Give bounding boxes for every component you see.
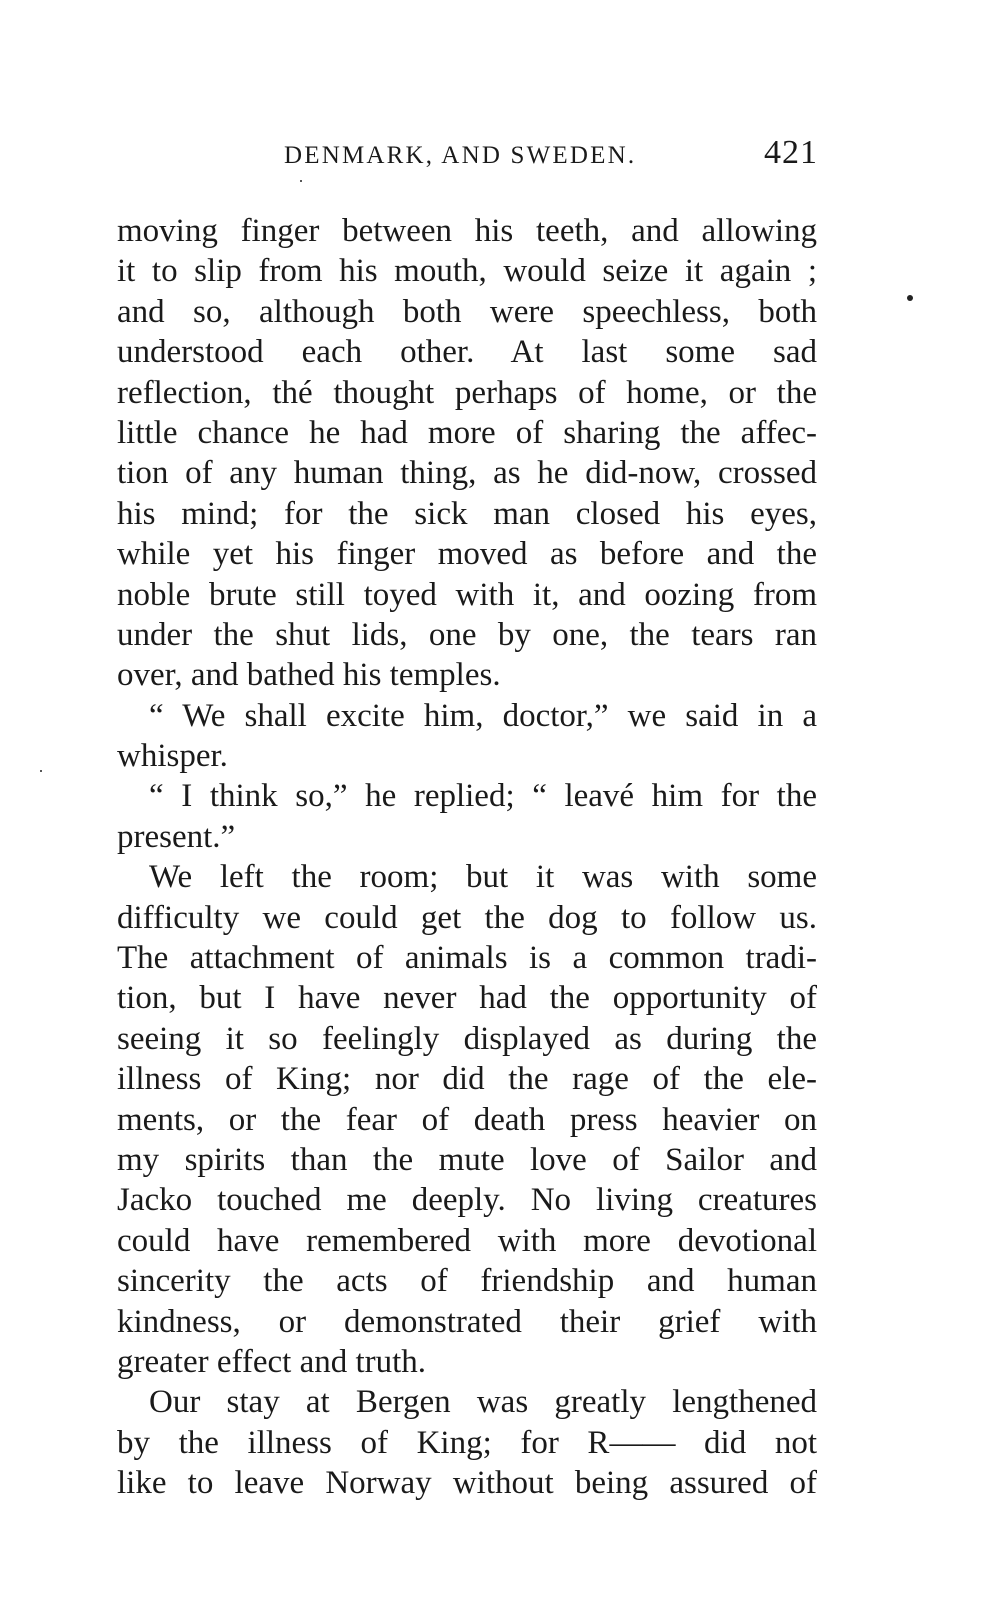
running-header bbox=[118, 134, 818, 174]
text-line: “ We shall excite him, doctor,” we said in a bbox=[149, 697, 817, 734]
text-line: kindness, or demonstrated their grief with bbox=[117, 1303, 817, 1340]
text-line: moving finger between his teeth, and allowing bbox=[117, 213, 817, 249]
text-line: whisper. bbox=[117, 738, 228, 775]
text-line: seeing it so feelingly displayed as during the bbox=[117, 1020, 817, 1057]
scan-speck bbox=[907, 295, 913, 301]
text-line: difficulty we could get the dog to follow us. bbox=[117, 899, 817, 936]
text-line: sincerity the acts of friendship and human bbox=[117, 1263, 817, 1300]
body-text bbox=[117, 211, 817, 1504]
text-line: illness of King; nor did the rage of the ele- bbox=[117, 1061, 817, 1098]
text-line: tion, but I have never had the opportunity of bbox=[117, 980, 817, 1017]
text-line: We left the room; but it was with some bbox=[149, 859, 817, 896]
text-line: understood each other. At last some sad bbox=[117, 334, 817, 371]
text-line: noble brute still toyed with it, and oozing from bbox=[117, 576, 817, 613]
text-line: over, and bathed his temples. bbox=[117, 657, 501, 694]
text-line: ments, or the fear of death press heavier on bbox=[117, 1101, 817, 1138]
scan-speck bbox=[40, 770, 42, 772]
text-line: The attachment of animals is a common tradi- bbox=[117, 940, 817, 977]
text-line: and so, although both were speechless, both bbox=[117, 293, 817, 330]
text-line: while yet his finger moved as before and the bbox=[117, 536, 817, 573]
running-head-title: DENMARK, AND SWEDEN. bbox=[284, 142, 637, 169]
text-line: under the shut lids, one by one, the tears ran bbox=[117, 616, 817, 653]
text-line: present.” bbox=[117, 818, 236, 855]
scan-speck bbox=[300, 180, 302, 182]
text-line: reflection, thé thought perhaps of home, or the bbox=[117, 374, 817, 411]
text-line: it to slip from his mouth, would seize it again ; bbox=[117, 253, 817, 290]
text-line: “ I think so,” he replied; “ leavé him for the bbox=[149, 778, 817, 815]
text-line: like to leave Norway without being assured of bbox=[117, 1465, 817, 1502]
text-line: little chance he had more of sharing the affec- bbox=[117, 414, 817, 451]
text-line: my spirits than the mute love of Sailor and bbox=[117, 1141, 817, 1178]
page-number: 421 bbox=[764, 134, 818, 171]
text-line: could have remembered with more devotional bbox=[117, 1222, 817, 1259]
text-line: Our stay at Bergen was greatly lengthened bbox=[149, 1384, 817, 1421]
text-line: by the illness of King; for R—— did not bbox=[117, 1424, 817, 1461]
text-line: tion of any human thing, as he did-now, crossed bbox=[117, 455, 817, 492]
text-line: Jacko touched me deeply. No living creatures bbox=[117, 1182, 817, 1219]
text-line: greater effect and truth. bbox=[117, 1343, 427, 1380]
text-line: his mind; for the sick man closed his eyes, bbox=[117, 495, 817, 532]
